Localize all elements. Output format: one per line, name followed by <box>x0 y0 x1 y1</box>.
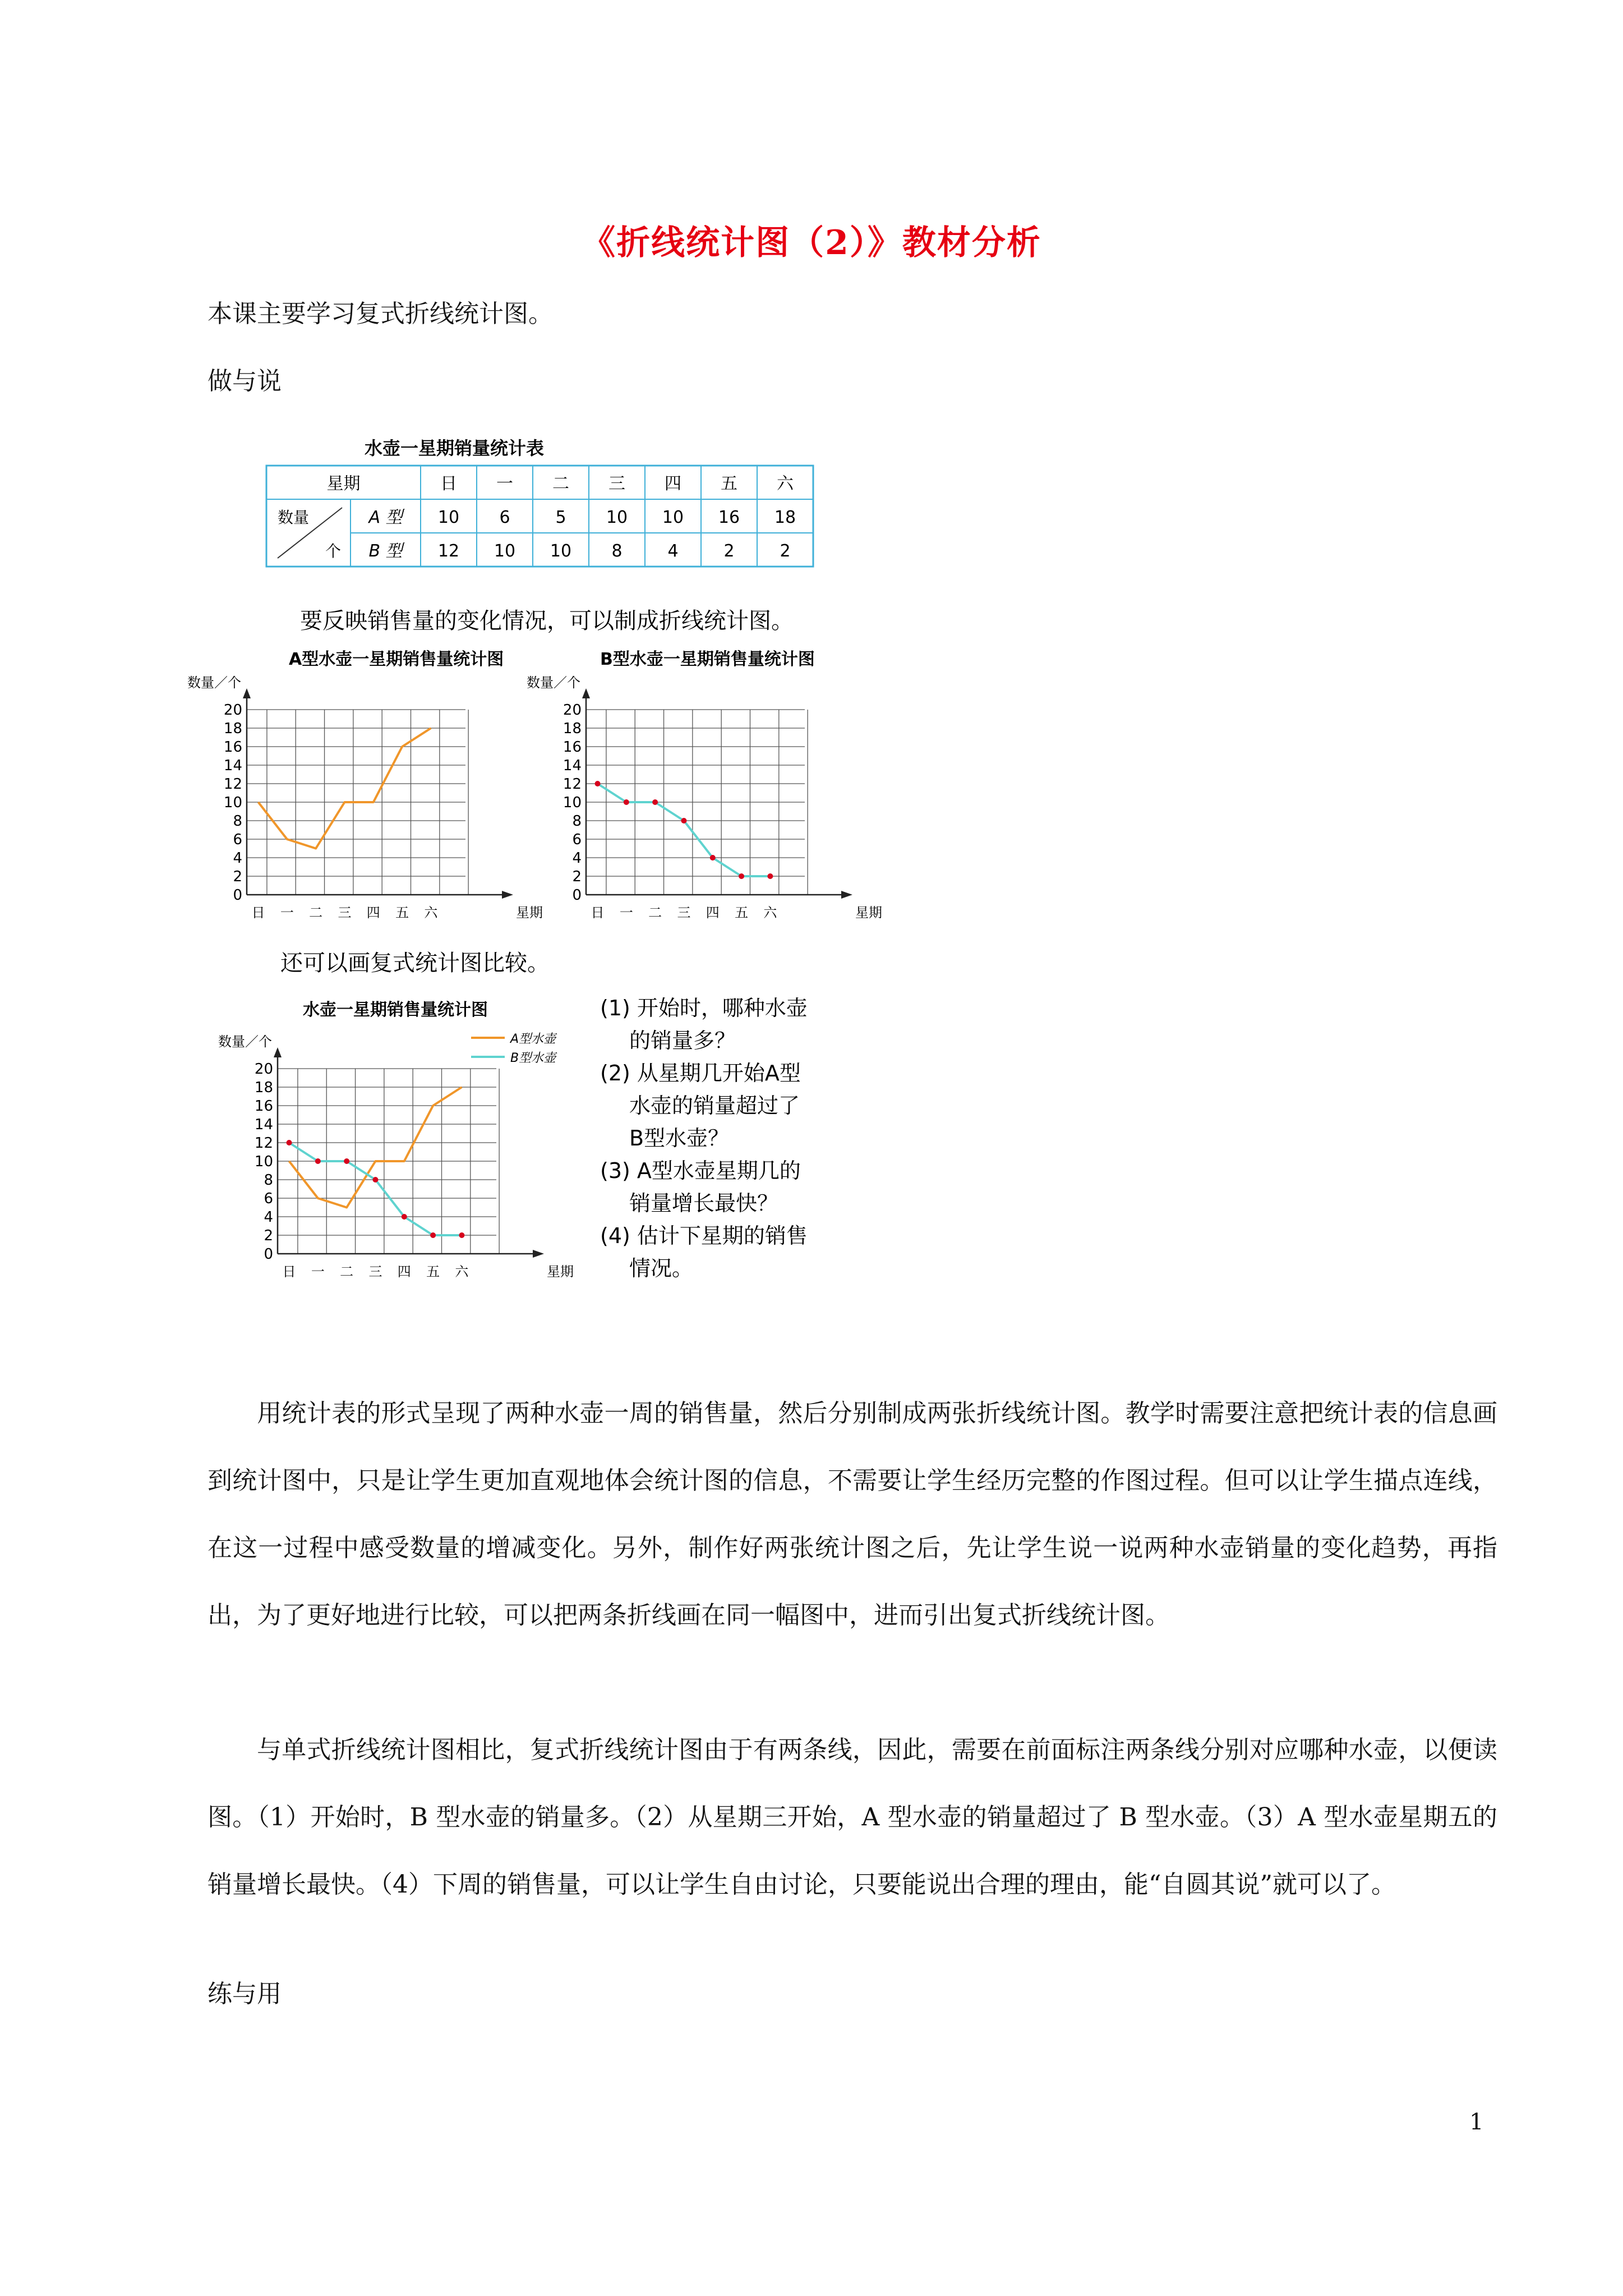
y-tick-label: 2 <box>233 868 242 885</box>
question-line: (3) A型水壶星期几的 <box>600 1158 801 1183</box>
series-line <box>598 784 771 876</box>
table-cell: 8 <box>611 541 623 561</box>
caption-compound-chart: 还可以画复式统计图比较。 <box>280 950 550 976</box>
x-tick-label: 四 <box>397 1264 411 1280</box>
x-axis-label: 星期 <box>855 905 882 921</box>
y-tick-label: 10 <box>223 794 242 811</box>
y-tick-label: 18 <box>223 720 242 737</box>
question-line: (2) 从星期几开始A型 <box>600 1061 801 1085</box>
x-tick-label: 日 <box>282 1264 296 1280</box>
table-cell: 16 <box>718 508 740 527</box>
x-tick-label: 三 <box>677 905 691 921</box>
table-day-header: 五 <box>721 474 737 494</box>
y-tick-label: 8 <box>233 813 242 830</box>
x-tick-label: 六 <box>455 1264 469 1280</box>
y-tick-label: 12 <box>562 776 582 793</box>
y-axis-label: 数量／个 <box>218 1034 272 1050</box>
y-axis-label: 数量／个 <box>527 675 580 691</box>
y-tick-label: 0 <box>572 887 582 904</box>
y-tick-label: 8 <box>572 813 582 830</box>
x-tick-label: 二 <box>340 1264 354 1280</box>
y-tick-label: 14 <box>254 1116 273 1133</box>
legend-label: B型水壶 <box>510 1051 556 1065</box>
table-day-header: 三 <box>608 474 625 494</box>
body-paragraphs <box>208 1380 1497 1649</box>
x-tick-label: 三 <box>368 1264 382 1280</box>
x-tick-label: 日 <box>591 905 605 921</box>
data-point <box>315 1158 321 1164</box>
table-title: 水壶一星期销量统计表 <box>365 438 545 459</box>
section-heading-practice: 练与用 <box>208 1980 282 2008</box>
question-line: (4) 估计下星期的销售 <box>600 1223 808 1248</box>
table-cell: 2 <box>723 541 735 561</box>
x-tick-label: 日 <box>251 905 265 921</box>
table-cell: 10 <box>606 508 628 527</box>
question-line: 的销量多？ <box>629 1028 736 1053</box>
table-corner-bottom: 个 <box>325 542 342 560</box>
question-line: B型水壶？ <box>629 1126 730 1151</box>
data-point <box>430 1232 436 1238</box>
y-tick-label: 16 <box>562 739 582 756</box>
table-cell: 5 <box>555 508 566 527</box>
x-tick-label: 六 <box>763 905 777 921</box>
chart-compound-title: 水壶一星期销售量统计图 <box>303 1000 488 1020</box>
paragraph-2: 与单式折线统计图相比，复式折线统计图由于有两条线，因此，需要在前面标注两条线分别对应哪种水壶，以便读图。（1）开始时，B 型水壶的销量多。（2）从星期三开始，A 型水壶的销量超过了 B 型水壶。（3）A 型水壶星期五的销量增长最快。（4）下周的销售量，可以让学生自由讨论，只要能说出合理的理由，能“自圆其说”就可以了。 <box>208 1736 1497 1899</box>
textbook-figure <box>187 432 920 1296</box>
y-tick-label: 12 <box>254 1135 273 1152</box>
data-point <box>344 1158 349 1164</box>
paragraph-1: 用统计表的形式呈现了两种水壶一周的销售量，然后分别制成两张折线统计图。教学时需要注意把统计表的信息画到统计图中，只是让学生更加直观地体会统计图的信息，不需要让学生经历完整的作图过程。但可以让学生描点连线，在这一过程中感受数量的增减变化。另外，制作好两张统计图之后，先让学生说一说两种水壶销量的变化趋势，再指出，为了更好地进行比较，可以把两条折线画在同一幅图中，进而引出复式折线统计图。 <box>208 1399 1497 1630</box>
table-cell: 18 <box>774 508 796 527</box>
question-line: 情况。 <box>629 1256 694 1281</box>
intro-text: 本课主要学习复式折线统计图。 <box>208 300 553 328</box>
sales-table <box>266 466 813 567</box>
data-point <box>459 1232 464 1238</box>
y-tick-label: 4 <box>233 850 242 867</box>
y-tick-label: 14 <box>562 757 582 774</box>
y-tick-label: 6 <box>572 831 582 848</box>
x-axis-label: 星期 <box>547 1264 574 1280</box>
data-point <box>652 799 658 805</box>
x-tick-label: 一 <box>619 905 633 921</box>
data-point <box>739 873 744 879</box>
question-list <box>600 996 808 1281</box>
data-point <box>710 855 716 861</box>
data-point <box>287 1140 292 1145</box>
caption-line-chart: 要反映销售量的变化情况，可以制成折线统计图。 <box>300 608 794 634</box>
y-axis-arrow <box>582 688 590 698</box>
y-tick-label: 20 <box>254 1061 273 1078</box>
y-tick-label: 2 <box>572 868 582 885</box>
series-line <box>289 1143 462 1235</box>
data-point <box>372 1177 378 1182</box>
data-point <box>595 781 601 786</box>
table-cell: 2 <box>780 541 791 561</box>
y-tick-label: 12 <box>223 776 242 793</box>
y-tick-label: 18 <box>254 1079 273 1096</box>
x-tick-label: 二 <box>309 905 323 921</box>
x-tick-label: 六 <box>424 905 438 921</box>
y-tick-label: 2 <box>264 1227 273 1244</box>
y-tick-label: 20 <box>562 702 582 719</box>
x-axis-arrow <box>533 1250 544 1258</box>
x-tick-label: 五 <box>395 905 409 921</box>
table-cell: 10 <box>662 508 684 527</box>
table-cell: 4 <box>667 541 679 561</box>
question-line: 销量增长最快？ <box>629 1191 779 1216</box>
body-paragraphs-2 <box>208 1717 1497 1918</box>
x-axis-arrow <box>502 891 513 899</box>
x-tick-label: 四 <box>706 905 720 921</box>
y-axis-arrow <box>274 1047 282 1057</box>
series-line <box>289 1087 462 1208</box>
y-tick-label: 10 <box>562 794 582 811</box>
data-point <box>402 1214 407 1220</box>
legend-label: A型水壶 <box>510 1032 556 1046</box>
chart-a <box>187 675 543 921</box>
series-line <box>259 728 431 849</box>
page-title: 《折线统计图（2）》教材分析 <box>582 223 1041 263</box>
table-cell: 6 <box>499 508 510 527</box>
page-number: 1 <box>1469 2109 1484 2135</box>
y-tick-label: 6 <box>233 831 242 848</box>
x-tick-label: 四 <box>366 905 380 921</box>
x-tick-label: 三 <box>338 905 352 921</box>
y-tick-label: 4 <box>264 1209 273 1226</box>
y-tick-label: 16 <box>254 1098 273 1115</box>
y-tick-label: 4 <box>572 850 582 867</box>
table-cell: 10 <box>437 508 460 527</box>
data-point <box>767 873 773 879</box>
question-line: (1) 开始时，哪种水壶 <box>600 996 808 1020</box>
table-row-label: B 型 <box>368 541 403 561</box>
data-point <box>681 818 686 823</box>
chart-b-title: B型水壶一星期销售量统计图 <box>600 650 815 669</box>
chart-compound <box>218 1032 574 1280</box>
table-day-header: 一 <box>496 474 513 494</box>
y-tick-label: 20 <box>223 702 242 719</box>
x-axis-arrow <box>841 891 852 899</box>
section-heading-do-and-say: 做与说 <box>208 367 282 395</box>
figure-canvas <box>187 432 920 1296</box>
table-cell: 10 <box>494 541 516 561</box>
y-axis-arrow <box>243 688 251 698</box>
table-day-header: 四 <box>665 474 681 494</box>
y-tick-label: 10 <box>254 1153 273 1170</box>
x-tick-label: 五 <box>426 1264 440 1280</box>
x-tick-label: 五 <box>735 905 749 921</box>
question-line: 水壶的销量超过了 <box>629 1093 800 1118</box>
y-tick-label: 0 <box>233 887 242 904</box>
table-day-header: 二 <box>552 474 569 494</box>
data-point <box>624 799 629 805</box>
y-tick-label: 18 <box>562 720 582 737</box>
x-tick-label: 一 <box>280 905 294 921</box>
x-tick-label: 二 <box>648 905 662 921</box>
x-axis-label: 星期 <box>516 905 543 921</box>
y-axis-label: 数量／个 <box>187 675 241 691</box>
table-day-header: 日 <box>440 474 457 494</box>
table-day-header: 六 <box>777 474 794 494</box>
table-cell: 12 <box>437 541 460 561</box>
table-row-label: A 型 <box>368 508 403 527</box>
chart-b <box>527 675 882 921</box>
y-tick-label: 16 <box>223 739 242 756</box>
table-header-label: 星期 <box>326 474 361 494</box>
y-tick-label: 8 <box>264 1172 273 1189</box>
y-tick-label: 14 <box>223 757 242 774</box>
table-cell: 10 <box>550 541 572 561</box>
chart-a-title: A型水壶一星期销售量统计图 <box>289 650 504 669</box>
table-corner-top: 数量 <box>278 508 310 527</box>
x-tick-label: 一 <box>311 1264 325 1280</box>
y-tick-label: 0 <box>264 1246 273 1263</box>
y-tick-label: 6 <box>264 1190 273 1207</box>
